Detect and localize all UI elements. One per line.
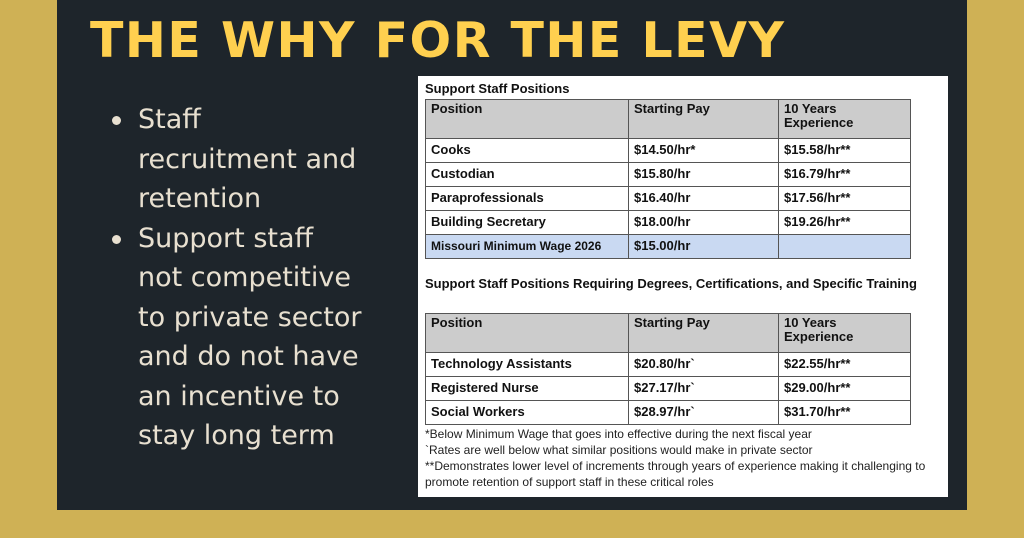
cell: $16.40/hr (629, 187, 779, 211)
footnote: *Below Minimum Wage that goes into effective during the next fiscal year (425, 427, 812, 441)
certified-staff-table (425, 313, 911, 425)
minimum-wage-row (426, 235, 911, 259)
cell: $15.58/hr** (779, 139, 911, 163)
header-10-years: 10 Years Experience (779, 314, 911, 353)
cell: Registered Nurse (426, 377, 629, 401)
bullet-item (110, 100, 361, 219)
cell: $28.97/hr` (629, 401, 779, 425)
cell (779, 235, 911, 259)
cell: $16.79/hr** (779, 163, 911, 187)
cell: $19.26/hr** (779, 211, 911, 235)
bullet-line: not competitive (138, 262, 351, 293)
cell: $15.00/hr (629, 235, 779, 259)
header-starting-pay: Starting Pay (629, 100, 779, 139)
bullet-list (110, 100, 361, 456)
table2-caption: Support Staff Positions Requiring Degrees, Certifications, and Specific Training (425, 276, 917, 291)
table1-caption: Support Staff Positions (425, 81, 570, 96)
table-row (426, 353, 911, 377)
table-row (426, 139, 911, 163)
cell: Missouri Minimum Wage 2026 (426, 235, 629, 259)
bullet-line: stay long term (138, 420, 335, 451)
footnote: **Demonstrates lower level of increments through years of experience making it challenging to promote retention of support staff in these critical roles (425, 459, 926, 489)
pay-table-card (418, 76, 948, 497)
cell: Cooks (426, 139, 629, 163)
table-row (426, 163, 911, 187)
bullet-icon (112, 235, 121, 244)
footnotes (425, 426, 950, 490)
bullet-line: and do not have (138, 341, 359, 372)
cell: $18.00/hr (629, 211, 779, 235)
cell: Custodian (426, 163, 629, 187)
header-position: Position (426, 100, 629, 139)
cell: Social Workers (426, 401, 629, 425)
bullet-line: recruitment and (138, 143, 357, 175)
table-row (426, 187, 911, 211)
cell: Technology Assistants (426, 353, 629, 377)
cell: Paraprofessionals (426, 187, 629, 211)
header-position: Position (426, 314, 629, 353)
support-staff-table (425, 99, 911, 259)
cell: $27.17/hr` (629, 377, 779, 401)
header-10-years: 10 Years Experience (779, 100, 911, 139)
cell: $15.80/hr (629, 163, 779, 187)
cell: $31.70/hr** (779, 401, 911, 425)
cell: $29.00/hr** (779, 377, 911, 401)
cell: $20.80/hr` (629, 353, 779, 377)
bullet-line: to private sector (138, 301, 362, 333)
cell: Building Secretary (426, 211, 629, 235)
cell: $14.50/hr* (629, 139, 779, 163)
cell: $22.55/hr** (779, 353, 911, 377)
bullet-item (110, 219, 361, 456)
bullet-line: an incentive to (138, 380, 340, 412)
table-row (426, 211, 911, 235)
bullet-line: Staff (138, 104, 201, 135)
table-row (426, 401, 911, 425)
header-starting-pay: Starting Pay (629, 314, 779, 353)
bullet-line: Support staff (138, 222, 314, 254)
bullet-line: retention (138, 183, 262, 214)
slide-title: THE WHY FOR THE LEVY (90, 12, 786, 69)
footnote: `Rates are well below what similar positions would make in private sector (425, 443, 813, 457)
cell: $17.56/hr** (779, 187, 911, 211)
table-row (426, 377, 911, 401)
bullet-icon (112, 116, 121, 125)
